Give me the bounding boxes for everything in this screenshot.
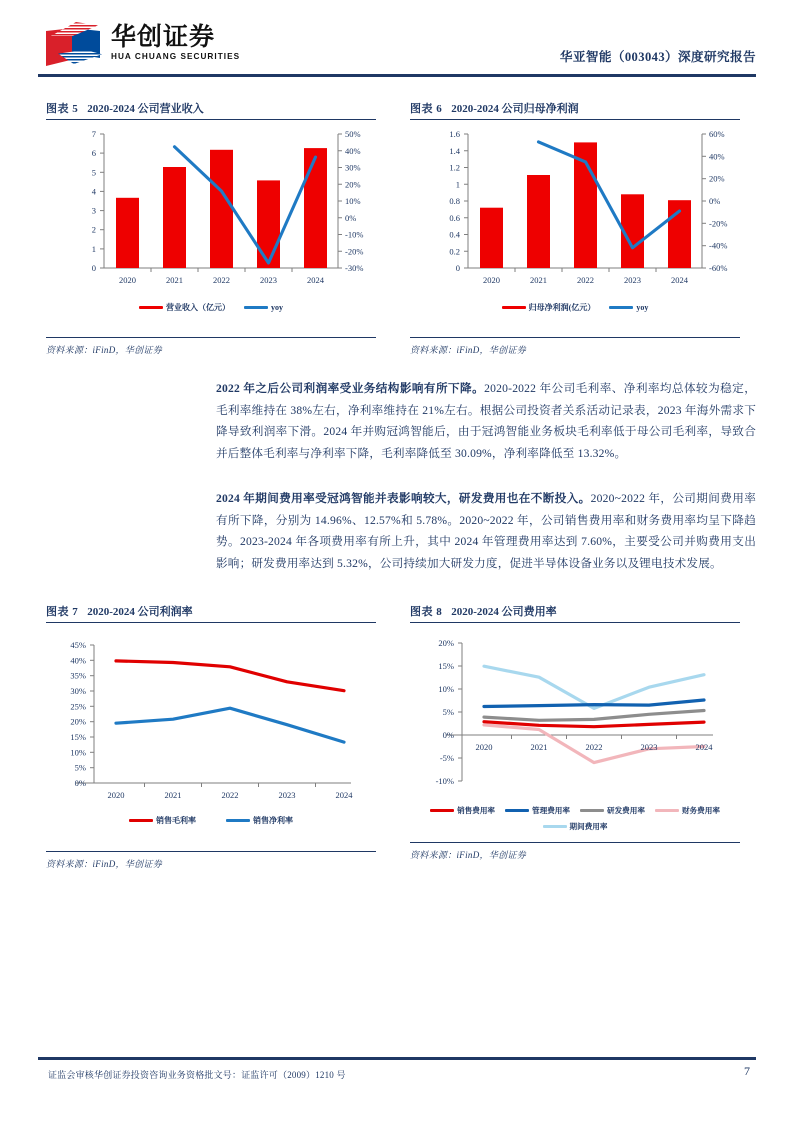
svg-text:1.2: 1.2 xyxy=(449,162,460,173)
paragraph-expense-ratio xyxy=(216,488,756,574)
svg-text:2023: 2023 xyxy=(260,275,277,285)
svg-text:0.2: 0.2 xyxy=(449,246,460,257)
svg-text:-20%: -20% xyxy=(709,218,728,229)
legend-swatch-admin-expense xyxy=(505,809,529,812)
svg-text:4: 4 xyxy=(91,186,96,197)
svg-text:0%: 0% xyxy=(442,730,454,740)
svg-text:2021: 2021 xyxy=(530,275,547,285)
legend-item-sales-expense xyxy=(430,805,495,816)
panel-chart-8 xyxy=(410,603,740,861)
svg-text:0%: 0% xyxy=(345,212,357,223)
svg-text:-10%: -10% xyxy=(435,776,454,786)
svg-text:-10%: -10% xyxy=(345,229,364,240)
chart-5-svg xyxy=(46,120,376,300)
page-number: 7 xyxy=(744,1064,750,1078)
legend-item-rnd-expense xyxy=(580,805,645,816)
legend-swatch-period-expense xyxy=(543,825,567,828)
legend-swatch-rnd-expense xyxy=(580,809,604,812)
chart-6-yoy-line xyxy=(539,142,680,248)
legend-swatch-sales-expense xyxy=(430,809,454,812)
chart-5-legend xyxy=(46,302,376,313)
logo-chinese-name: 华创证券 xyxy=(111,22,216,52)
svg-text:10%: 10% xyxy=(438,684,454,694)
svg-text:2020: 2020 xyxy=(483,275,500,285)
panel-chart-5 xyxy=(46,100,376,356)
svg-text:0.6: 0.6 xyxy=(449,212,460,223)
svg-text:0: 0 xyxy=(455,263,460,273)
svg-text:15%: 15% xyxy=(70,732,86,742)
chart-5-figure xyxy=(46,120,376,313)
paragraph-profit-margin xyxy=(216,378,756,464)
svg-text:2023: 2023 xyxy=(278,790,296,800)
svg-text:-40%: -40% xyxy=(709,240,728,251)
svg-text:1.4: 1.4 xyxy=(449,145,460,156)
svg-text:20%: 20% xyxy=(70,716,86,727)
legend-swatch-revenue xyxy=(139,306,163,309)
svg-text:20%: 20% xyxy=(345,179,361,190)
panel-8-title: 2020-2024 公司费用率 xyxy=(451,606,557,618)
legend-label-net-margin: 销售净利率 xyxy=(253,816,293,825)
legend-item-period-expense xyxy=(543,821,608,832)
svg-text:-60%: -60% xyxy=(709,263,728,273)
svg-text:0%: 0% xyxy=(74,778,86,788)
svg-text:30%: 30% xyxy=(70,686,86,696)
legend-label-admin-expense: 管理费用率 xyxy=(532,806,570,815)
svg-text:2024: 2024 xyxy=(695,742,713,752)
legend-item-admin-expense xyxy=(505,805,570,816)
svg-text:20%: 20% xyxy=(709,173,725,184)
chart-5-source: 资料来源：iFinD，华创证券 xyxy=(46,345,162,355)
svg-text:0%: 0% xyxy=(709,196,721,206)
svg-text:0.4: 0.4 xyxy=(449,229,460,240)
paragraph-1-body: 2020-2022 年公司毛利率、净利率均总体较为稳定，毛利率维持在 38%左右，净利率维持在 21%左右。根据公司投资者关系活动记录表，2023 年海外需求下降导致利润率下滑。2024 年并购冠鸿智能后，由于冠鸿智能业务板块毛利率低于母公司毛利率，导致合并后整体毛利率与净利率下降，毛利率降低至 30.09%，净利率降低至 13.32%。 xyxy=(216,382,756,460)
legend-label-rnd-expense: 研发费用率 xyxy=(607,806,645,815)
legend-label-sales-expense: 销售费用率 xyxy=(457,806,496,815)
legend-label-net-profit: 归母净利润(亿元） xyxy=(528,303,596,312)
panel-6-title: 2020-2024 公司归母净利润 xyxy=(451,103,579,115)
chart-6-source: 资料来源：iFinD，华创证券 xyxy=(410,345,526,355)
legend-label-gross-margin: 销售毛利率 xyxy=(156,816,196,825)
chart-8-rnd-expense-line xyxy=(484,711,704,721)
legend-label-yoy: yoy xyxy=(271,303,283,312)
paragraph-1-lead: 2022 年之后公司利润率受业务结构影响有所下降。 xyxy=(216,382,485,395)
legend-swatch-yoy xyxy=(609,306,633,309)
legend-item-net-margin xyxy=(226,815,293,826)
svg-text:10%: 10% xyxy=(70,747,86,758)
header-divider xyxy=(38,74,756,77)
svg-text:2022: 2022 xyxy=(577,275,594,285)
chart-7-gross-margin-line xyxy=(116,661,344,691)
chart-8-svg xyxy=(410,623,740,803)
svg-text:0: 0 xyxy=(91,263,96,273)
legend-swatch-gross-margin xyxy=(129,819,153,822)
legend-item-gross-margin xyxy=(129,815,196,826)
logo-english-name: HUA CHUANG SECURITIES xyxy=(111,52,241,62)
legend-label-revenue: 营业收入（亿元） xyxy=(166,303,230,312)
svg-text:2024: 2024 xyxy=(335,790,353,800)
legend-swatch-finance-expense xyxy=(655,809,679,812)
panel-6-heading xyxy=(410,100,740,116)
svg-text:6: 6 xyxy=(91,148,96,159)
svg-text:35%: 35% xyxy=(70,670,86,681)
report-title: 华亚智能（003043）深度研究报告 xyxy=(559,50,756,64)
legend-item-yoy xyxy=(609,303,648,312)
svg-text:50%: 50% xyxy=(345,129,361,139)
panel-5-title: 2020-2024 公司营业收入 xyxy=(87,103,204,115)
panel-5-number: 图表 5 xyxy=(46,103,79,115)
svg-text:5%: 5% xyxy=(74,762,86,773)
chart-7-figure xyxy=(46,623,376,826)
chart-7-source: 资料来源：iFinD，华创证券 xyxy=(46,859,162,869)
chart-8-figure xyxy=(410,623,740,832)
svg-text:1: 1 xyxy=(91,243,96,254)
svg-text:-20%: -20% xyxy=(345,246,364,257)
company-logo xyxy=(46,20,240,66)
svg-text:2023: 2023 xyxy=(640,742,658,752)
legend-item-revenue xyxy=(139,302,230,313)
chart-8-admin-expense-line xyxy=(484,700,704,707)
chart-8-legend xyxy=(410,805,740,832)
paragraph-2-lead: 2024 年期间费用率受冠鸿智能并表影响较大，研发费用也在不断投入。 xyxy=(216,492,591,505)
panel-5-heading xyxy=(46,100,376,116)
svg-text:15%: 15% xyxy=(438,661,454,671)
svg-text:40%: 40% xyxy=(345,145,361,156)
paragraph-2-body: 2020~2022 年，公司期间费用率有所下降，分别为 14.96%、12.57%和 5.78%。2020~2022 年，公司销售费用率和财务费用率均呈下降趋势。2023-2024 年各项费用率有所上升，其中 2024 年管理费用率达到 7.60%，主要受公司并购费用支出影响；研发费用率达到 5.32%，公司持续加大研发力度，促进半导体设备业务以及锂电技术发展。 xyxy=(216,492,756,570)
panel-7-title: 2020-2024 公司利润率 xyxy=(87,606,193,618)
svg-text:2020: 2020 xyxy=(475,742,493,752)
legend-item-yoy xyxy=(244,303,283,312)
panel-8-number: 图表 8 xyxy=(410,606,443,618)
svg-text:2: 2 xyxy=(91,224,96,235)
svg-text:2023: 2023 xyxy=(624,275,641,285)
svg-text:40%: 40% xyxy=(70,655,86,666)
legend-item-net-profit xyxy=(502,302,596,313)
chart-7-svg xyxy=(46,623,376,815)
panel-chart-6 xyxy=(410,100,740,356)
legend-label-finance-expense: 财务费用率 xyxy=(681,806,720,815)
chart-8-source: 资料来源：iFinD，华创证券 xyxy=(410,850,526,860)
svg-text:2024: 2024 xyxy=(307,275,324,285)
legend-swatch-net-margin xyxy=(226,819,250,822)
panel-8-heading xyxy=(410,603,740,619)
chart-7-legend xyxy=(46,815,376,826)
chart-5-yoy-line xyxy=(175,147,316,263)
chart-8-sales-expense-line xyxy=(484,722,704,727)
svg-text:40%: 40% xyxy=(709,151,725,162)
svg-text:-5%: -5% xyxy=(439,753,454,763)
panel-6-number: 图表 6 xyxy=(410,103,443,115)
legend-label-yoy: yoy xyxy=(636,303,649,312)
svg-text:25%: 25% xyxy=(70,701,86,712)
chart-7-net-margin-line xyxy=(116,708,344,742)
svg-text:0.8: 0.8 xyxy=(449,196,460,206)
svg-text:2022: 2022 xyxy=(221,790,239,800)
svg-text:7: 7 xyxy=(91,129,96,139)
svg-text:2021: 2021 xyxy=(530,742,548,752)
chart-5-bars xyxy=(116,148,327,268)
svg-text:2020: 2020 xyxy=(107,790,125,800)
svg-text:20%: 20% xyxy=(438,638,454,648)
svg-text:5: 5 xyxy=(91,167,96,178)
svg-text:2024: 2024 xyxy=(671,275,688,285)
svg-text:5%: 5% xyxy=(442,707,454,717)
svg-text:-30%: -30% xyxy=(345,263,364,273)
hua-chuang-cube-icon xyxy=(46,20,102,66)
panel-7-heading xyxy=(46,603,376,619)
svg-text:1.6: 1.6 xyxy=(449,129,460,139)
chart-6-svg xyxy=(410,120,740,300)
svg-text:2022: 2022 xyxy=(213,275,230,285)
panel-chart-7 xyxy=(46,603,376,870)
panel-7-number: 图表 7 xyxy=(46,606,79,618)
svg-text:60%: 60% xyxy=(709,129,725,139)
svg-text:2021: 2021 xyxy=(164,790,182,800)
chart-6-legend xyxy=(410,302,740,313)
svg-text:1: 1 xyxy=(455,179,460,190)
page-header xyxy=(0,0,794,80)
svg-text:30%: 30% xyxy=(345,162,361,173)
svg-text:3: 3 xyxy=(91,205,96,216)
legend-swatch-net-profit xyxy=(502,306,526,309)
legend-label-period-expense: 期间费用率 xyxy=(569,822,608,831)
svg-text:2022: 2022 xyxy=(585,742,603,752)
svg-text:10%: 10% xyxy=(345,196,361,206)
legend-item-finance-expense xyxy=(655,805,720,816)
svg-text:45%: 45% xyxy=(70,640,86,650)
chart-6-figure xyxy=(410,120,740,313)
svg-text:2020: 2020 xyxy=(119,275,136,285)
footer-divider xyxy=(38,1057,756,1060)
legend-swatch-yoy xyxy=(244,306,268,309)
svg-text:2021: 2021 xyxy=(166,275,183,285)
footer-disclaimer: 证监会审核华创证券投资咨询业务资格批文号：证监许可（2009）1210 号 xyxy=(48,1070,346,1080)
